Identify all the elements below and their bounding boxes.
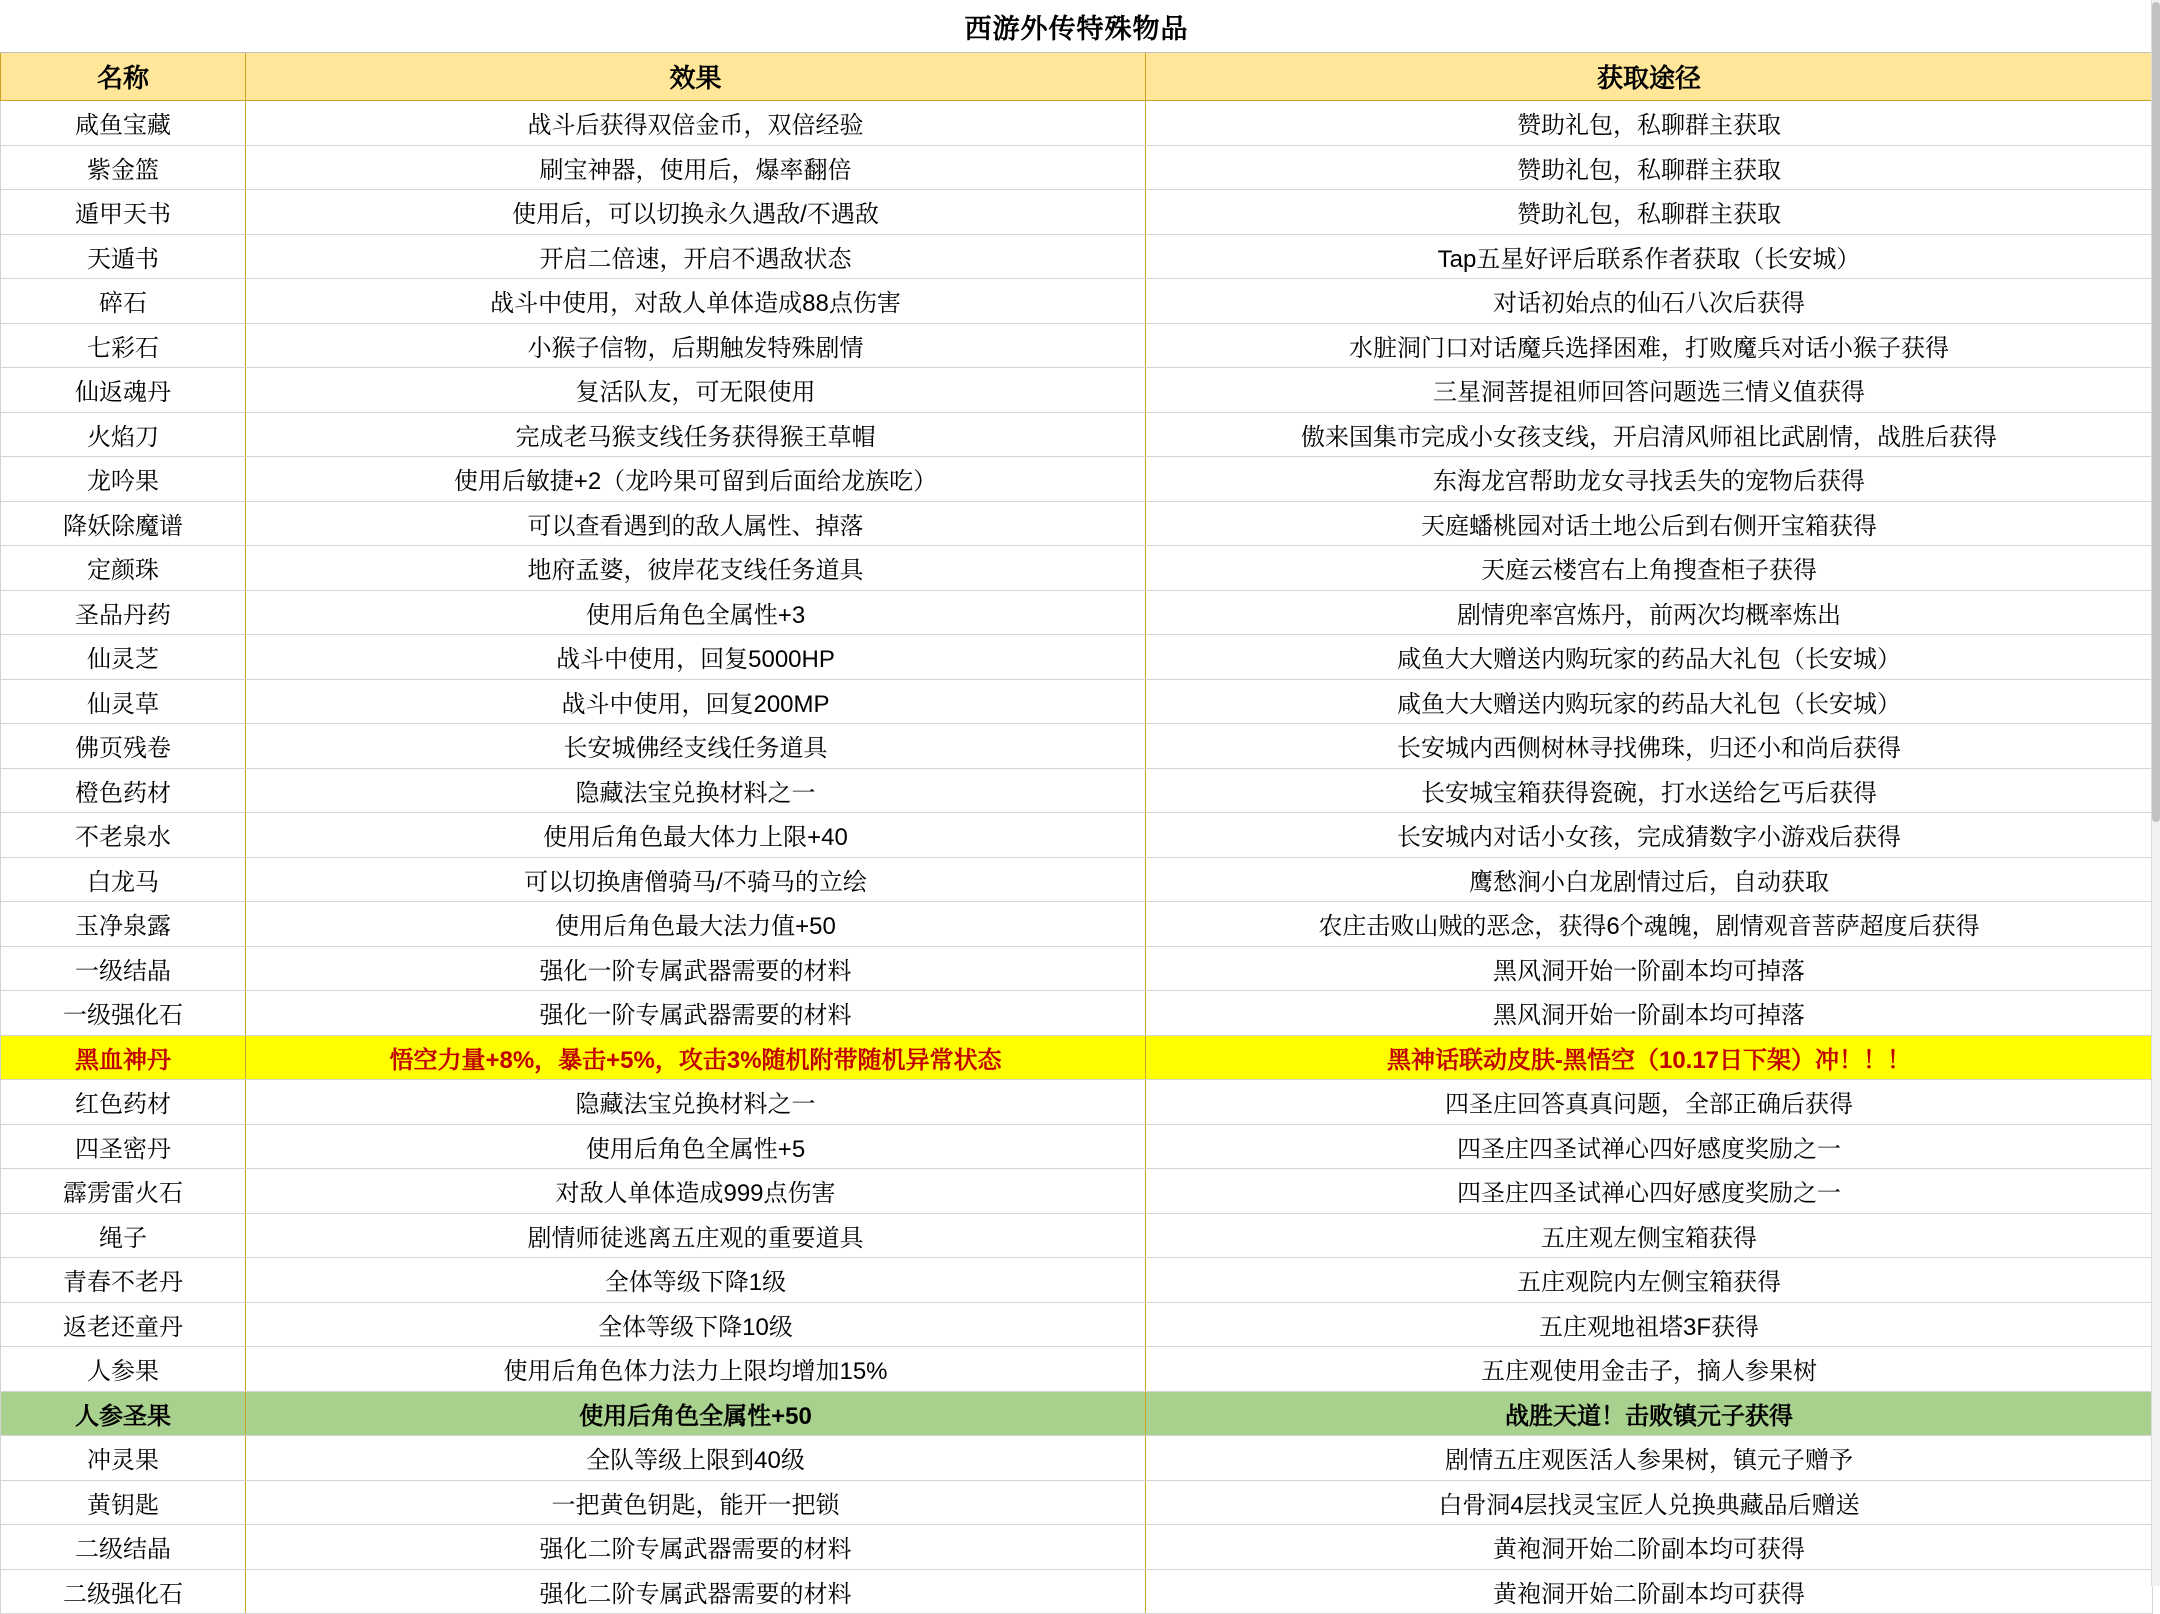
cell-name[interactable]: 玉净泉露 <box>1 902 246 947</box>
cell-name[interactable]: 红色药材 <box>1 1080 246 1125</box>
cell-source[interactable]: 长安城宝箱获得瓷碗，打水送给乞丐后获得 <box>1146 768 2153 813</box>
cell-name[interactable]: 橙色药材 <box>1 768 246 813</box>
cell-effect[interactable]: 使用后角色全属性+3 <box>246 590 1146 635</box>
cell-effect[interactable]: 复活队友，可无限使用 <box>246 368 1146 413</box>
table-row <box>1 546 2153 591</box>
table-row <box>1 457 2153 502</box>
table-row <box>1 590 2153 635</box>
cell-name[interactable]: 二级结晶 <box>1 1525 246 1570</box>
table-row <box>1 323 2153 368</box>
cell-name[interactable]: 冲灵果 <box>1 1436 246 1481</box>
cell-effect[interactable]: 隐藏法宝兑换材料之一 <box>246 768 1146 813</box>
cell-name[interactable]: 返老还童丹 <box>1 1302 246 1347</box>
cell-effect[interactable]: 小猴子信物，后期触发特殊剧情 <box>246 323 1146 368</box>
table-row <box>1 813 2153 858</box>
table-body <box>1 101 2153 1614</box>
cell-effect[interactable]: 战斗中使用，回复200MP <box>246 679 1146 724</box>
cell-source[interactable]: 黑神话联动皮肤-黑悟空（10.17日下架）冲！！！ <box>1146 1035 2153 1080</box>
table-row <box>1 902 2153 947</box>
cell-name[interactable]: 绳子 <box>1 1213 246 1258</box>
cell-effect[interactable]: 剧情师徒逃离五庄观的重要道具 <box>246 1213 1146 1258</box>
table-header-row <box>1 53 2153 101</box>
cell-name[interactable]: 二级强化石 <box>1 1569 246 1614</box>
cell-effect[interactable]: 使用后敏捷+2（龙吟果可留到后面给龙族吃） <box>246 457 1146 502</box>
cell-name[interactable]: 火焰刀 <box>1 412 246 457</box>
cell-source[interactable]: 对话初始点的仙石八次后获得 <box>1146 279 2153 324</box>
column-header-name: 名称 <box>1 53 246 101</box>
table-row <box>1 946 2153 991</box>
cell-source[interactable]: 赞助礼包，私聊群主获取 <box>1146 145 2153 190</box>
cell-source[interactable]: 咸鱼大大赠送内购玩家的药品大礼包（长安城） <box>1146 679 2153 724</box>
table-row <box>1 1436 2153 1481</box>
cell-name[interactable]: 霹雳雷火石 <box>1 1169 246 1214</box>
cell-effect[interactable]: 战斗中使用，回复5000HP <box>246 635 1146 680</box>
column-header-effect: 效果 <box>246 53 1146 101</box>
cell-source[interactable]: 天庭蟠桃园对话土地公后到右侧开宝箱获得 <box>1146 501 2153 546</box>
cell-source[interactable]: 四圣庄回答真真问题，全部正确后获得 <box>1146 1080 2153 1125</box>
cell-effect[interactable]: 使用后角色全属性+5 <box>246 1124 1146 1169</box>
vertical-scrollbar[interactable] <box>2151 0 2160 1586</box>
cell-source[interactable]: 黄袍洞开始二阶副本均可获得 <box>1146 1569 2153 1614</box>
cell-source[interactable]: 四圣庄四圣试禅心四好感度奖励之一 <box>1146 1169 2153 1214</box>
cell-source[interactable]: 长安城内对话小女孩，完成猜数字小游戏后获得 <box>1146 813 2153 858</box>
column-header-source: 获取途径 <box>1146 53 2153 101</box>
cell-source[interactable]: 五庄观地祖塔3F获得 <box>1146 1302 2153 1347</box>
table-row <box>1 190 2153 235</box>
cell-effect[interactable]: 隐藏法宝兑换材料之一 <box>246 1080 1146 1125</box>
table-row <box>1 501 2153 546</box>
table-row <box>1 1480 2153 1525</box>
page-title: 西游外传特殊物品 <box>1 0 2153 53</box>
cell-effect[interactable]: 强化一阶专属武器需要的材料 <box>246 991 1146 1036</box>
cell-name[interactable]: 降妖除魔谱 <box>1 501 246 546</box>
cell-source[interactable]: 东海龙宫帮助龙女寻找丢失的宠物后获得 <box>1146 457 2153 502</box>
cell-effect[interactable]: 刷宝神器，使用后，爆率翻倍 <box>246 145 1146 190</box>
cell-name[interactable]: 黑血神丹 <box>1 1035 246 1080</box>
cell-effect[interactable]: 使用后，可以切换永久遇敌/不遇敌 <box>246 190 1146 235</box>
cell-source[interactable]: Tap五星好评后联系作者获取（长安城） <box>1146 234 2153 279</box>
table-row <box>1 724 2153 769</box>
table-row <box>1 412 2153 457</box>
cell-effect[interactable]: 全体等级下降1级 <box>246 1258 1146 1303</box>
cell-name[interactable]: 人参果 <box>1 1347 246 1392</box>
cell-name[interactable]: 咸鱼宝藏 <box>1 101 246 146</box>
cell-effect[interactable]: 全体等级下降10级 <box>246 1302 1146 1347</box>
cell-name[interactable]: 圣品丹药 <box>1 590 246 635</box>
cell-effect[interactable]: 战斗中使用，对敌人单体造成88点伤害 <box>246 279 1146 324</box>
cell-source[interactable]: 四圣庄四圣试禅心四好感度奖励之一 <box>1146 1124 2153 1169</box>
table-row <box>1 145 2153 190</box>
table-row <box>1 1391 2153 1436</box>
cell-effect[interactable]: 对敌人单体造成999点伤害 <box>246 1169 1146 1214</box>
cell-effect[interactable]: 全队等级上限到40级 <box>246 1436 1146 1481</box>
cell-source[interactable]: 赞助礼包，私聊群主获取 <box>1146 190 2153 235</box>
table-row <box>1 1569 2153 1614</box>
cell-source[interactable]: 黄袍洞开始二阶副本均可获得 <box>1146 1525 2153 1570</box>
cell-effect[interactable]: 强化二阶专属武器需要的材料 <box>246 1525 1146 1570</box>
cell-name[interactable]: 天遁书 <box>1 234 246 279</box>
table-row <box>1 1525 2153 1570</box>
cell-effect[interactable]: 使用后角色最大体力上限+40 <box>246 813 1146 858</box>
scrollbar-thumb[interactable] <box>2152 2 2160 822</box>
cell-effect[interactable]: 强化一阶专属武器需要的材料 <box>246 946 1146 991</box>
cell-effect[interactable]: 使用后角色体力法力上限均增加15% <box>246 1347 1146 1392</box>
cell-effect[interactable]: 完成老马猴支线任务获得猴王草帽 <box>246 412 1146 457</box>
cell-name[interactable]: 青春不老丹 <box>1 1258 246 1303</box>
cell-name[interactable]: 人参圣果 <box>1 1391 246 1436</box>
cell-source[interactable]: 天庭云楼宫右上角搜查柜子获得 <box>1146 546 2153 591</box>
table-row <box>1 1169 2153 1214</box>
cell-source[interactable]: 白骨洞4层找灵宝匠人兑换典藏品后赠送 <box>1146 1480 2153 1525</box>
table-row <box>1 1080 2153 1125</box>
cell-effect[interactable]: 一把黄色钥匙，能开一把锁 <box>246 1480 1146 1525</box>
cell-source[interactable]: 水脏洞门口对话魔兵选择困难，打败魔兵对话小猴子获得 <box>1146 323 2153 368</box>
cell-effect[interactable]: 可以查看遇到的敌人属性、掉落 <box>246 501 1146 546</box>
table-row <box>1 1213 2153 1258</box>
table-row <box>1 368 2153 413</box>
cell-source[interactable]: 五庄观院内左侧宝箱获得 <box>1146 1258 2153 1303</box>
cell-effect[interactable]: 开启二倍速，开启不遇敌状态 <box>246 234 1146 279</box>
cell-name[interactable]: 龙吟果 <box>1 457 246 502</box>
cell-name[interactable]: 遁甲天书 <box>1 190 246 235</box>
cell-effect[interactable]: 强化二阶专属武器需要的材料 <box>246 1569 1146 1614</box>
table-row <box>1 1035 2153 1080</box>
cell-source[interactable]: 五庄观左侧宝箱获得 <box>1146 1213 2153 1258</box>
table-title-row <box>1 0 2153 53</box>
table-row <box>1 857 2153 902</box>
cell-name[interactable]: 定颜珠 <box>1 546 246 591</box>
cell-source[interactable]: 剧情五庄观医活人参果树，镇元子赠予 <box>1146 1436 2153 1481</box>
cell-name[interactable]: 一级强化石 <box>1 991 246 1036</box>
cell-name[interactable]: 四圣密丹 <box>1 1124 246 1169</box>
cell-name[interactable]: 一级结晶 <box>1 946 246 991</box>
cell-name[interactable]: 仙灵芝 <box>1 635 246 680</box>
cell-name[interactable]: 黄钥匙 <box>1 1480 246 1525</box>
table-row <box>1 279 2153 324</box>
cell-name[interactable]: 七彩石 <box>1 323 246 368</box>
cell-source[interactable]: 黑风洞开始一阶副本均可掉落 <box>1146 991 2153 1036</box>
table-row <box>1 991 2153 1036</box>
table-row <box>1 1258 2153 1303</box>
cell-source[interactable]: 鹰愁涧小白龙剧情过后，自动获取 <box>1146 857 2153 902</box>
cell-source[interactable]: 五庄观使用金击子，摘人参果树 <box>1146 1347 2153 1392</box>
cell-name[interactable]: 不老泉水 <box>1 813 246 858</box>
table-row <box>1 1302 2153 1347</box>
cell-name[interactable]: 仙返魂丹 <box>1 368 246 413</box>
cell-source[interactable]: 傲来国集市完成小女孩支线，开启清风师祖比武剧情，战胜后获得 <box>1146 412 2153 457</box>
cell-source[interactable]: 剧情兜率宫炼丹，前两次均概率炼出 <box>1146 590 2153 635</box>
cell-source[interactable]: 长安城内西侧树林寻找佛珠，归还小和尚后获得 <box>1146 724 2153 769</box>
table-row <box>1 234 2153 279</box>
cell-source[interactable]: 三星洞菩提祖师回答问题选三情义值获得 <box>1146 368 2153 413</box>
cell-effect[interactable]: 长安城佛经支线任务道具 <box>246 724 1146 769</box>
cell-name[interactable]: 紫金篮 <box>1 145 246 190</box>
table-row <box>1 1124 2153 1169</box>
table-row <box>1 635 2153 680</box>
table-row <box>1 1347 2153 1392</box>
cell-effect[interactable]: 战斗后获得双倍金币，双倍经验 <box>246 101 1146 146</box>
table-row <box>1 679 2153 724</box>
cell-source[interactable]: 战胜天道！击败镇元子获得 <box>1146 1391 2153 1436</box>
cell-source[interactable]: 黑风洞开始一阶副本均可掉落 <box>1146 946 2153 991</box>
cell-name[interactable]: 佛页残卷 <box>1 724 246 769</box>
table-row <box>1 768 2153 813</box>
cell-name[interactable]: 仙灵草 <box>1 679 246 724</box>
table-row <box>1 101 2153 146</box>
cell-effect[interactable]: 使用后角色全属性+50 <box>246 1391 1146 1436</box>
cell-effect[interactable]: 地府孟婆，彼岸花支线任务道具 <box>246 546 1146 591</box>
cell-name[interactable]: 碎石 <box>1 279 246 324</box>
cell-source[interactable]: 农庄击败山贼的恶念，获得6个魂魄，剧情观音菩萨超度后获得 <box>1146 902 2153 947</box>
cell-source[interactable]: 咸鱼大大赠送内购玩家的药品大礼包（长安城） <box>1146 635 2153 680</box>
cell-effect[interactable]: 悟空力量+8%，暴击+5%，攻击3%随机附带随机异常状态 <box>246 1035 1146 1080</box>
cell-effect[interactable]: 可以切换唐僧骑马/不骑马的立绘 <box>246 857 1146 902</box>
cell-source[interactable]: 赞助礼包，私聊群主获取 <box>1146 101 2153 146</box>
cell-effect[interactable]: 使用后角色最大法力值+50 <box>246 902 1146 947</box>
cell-name[interactable]: 白龙马 <box>1 857 246 902</box>
